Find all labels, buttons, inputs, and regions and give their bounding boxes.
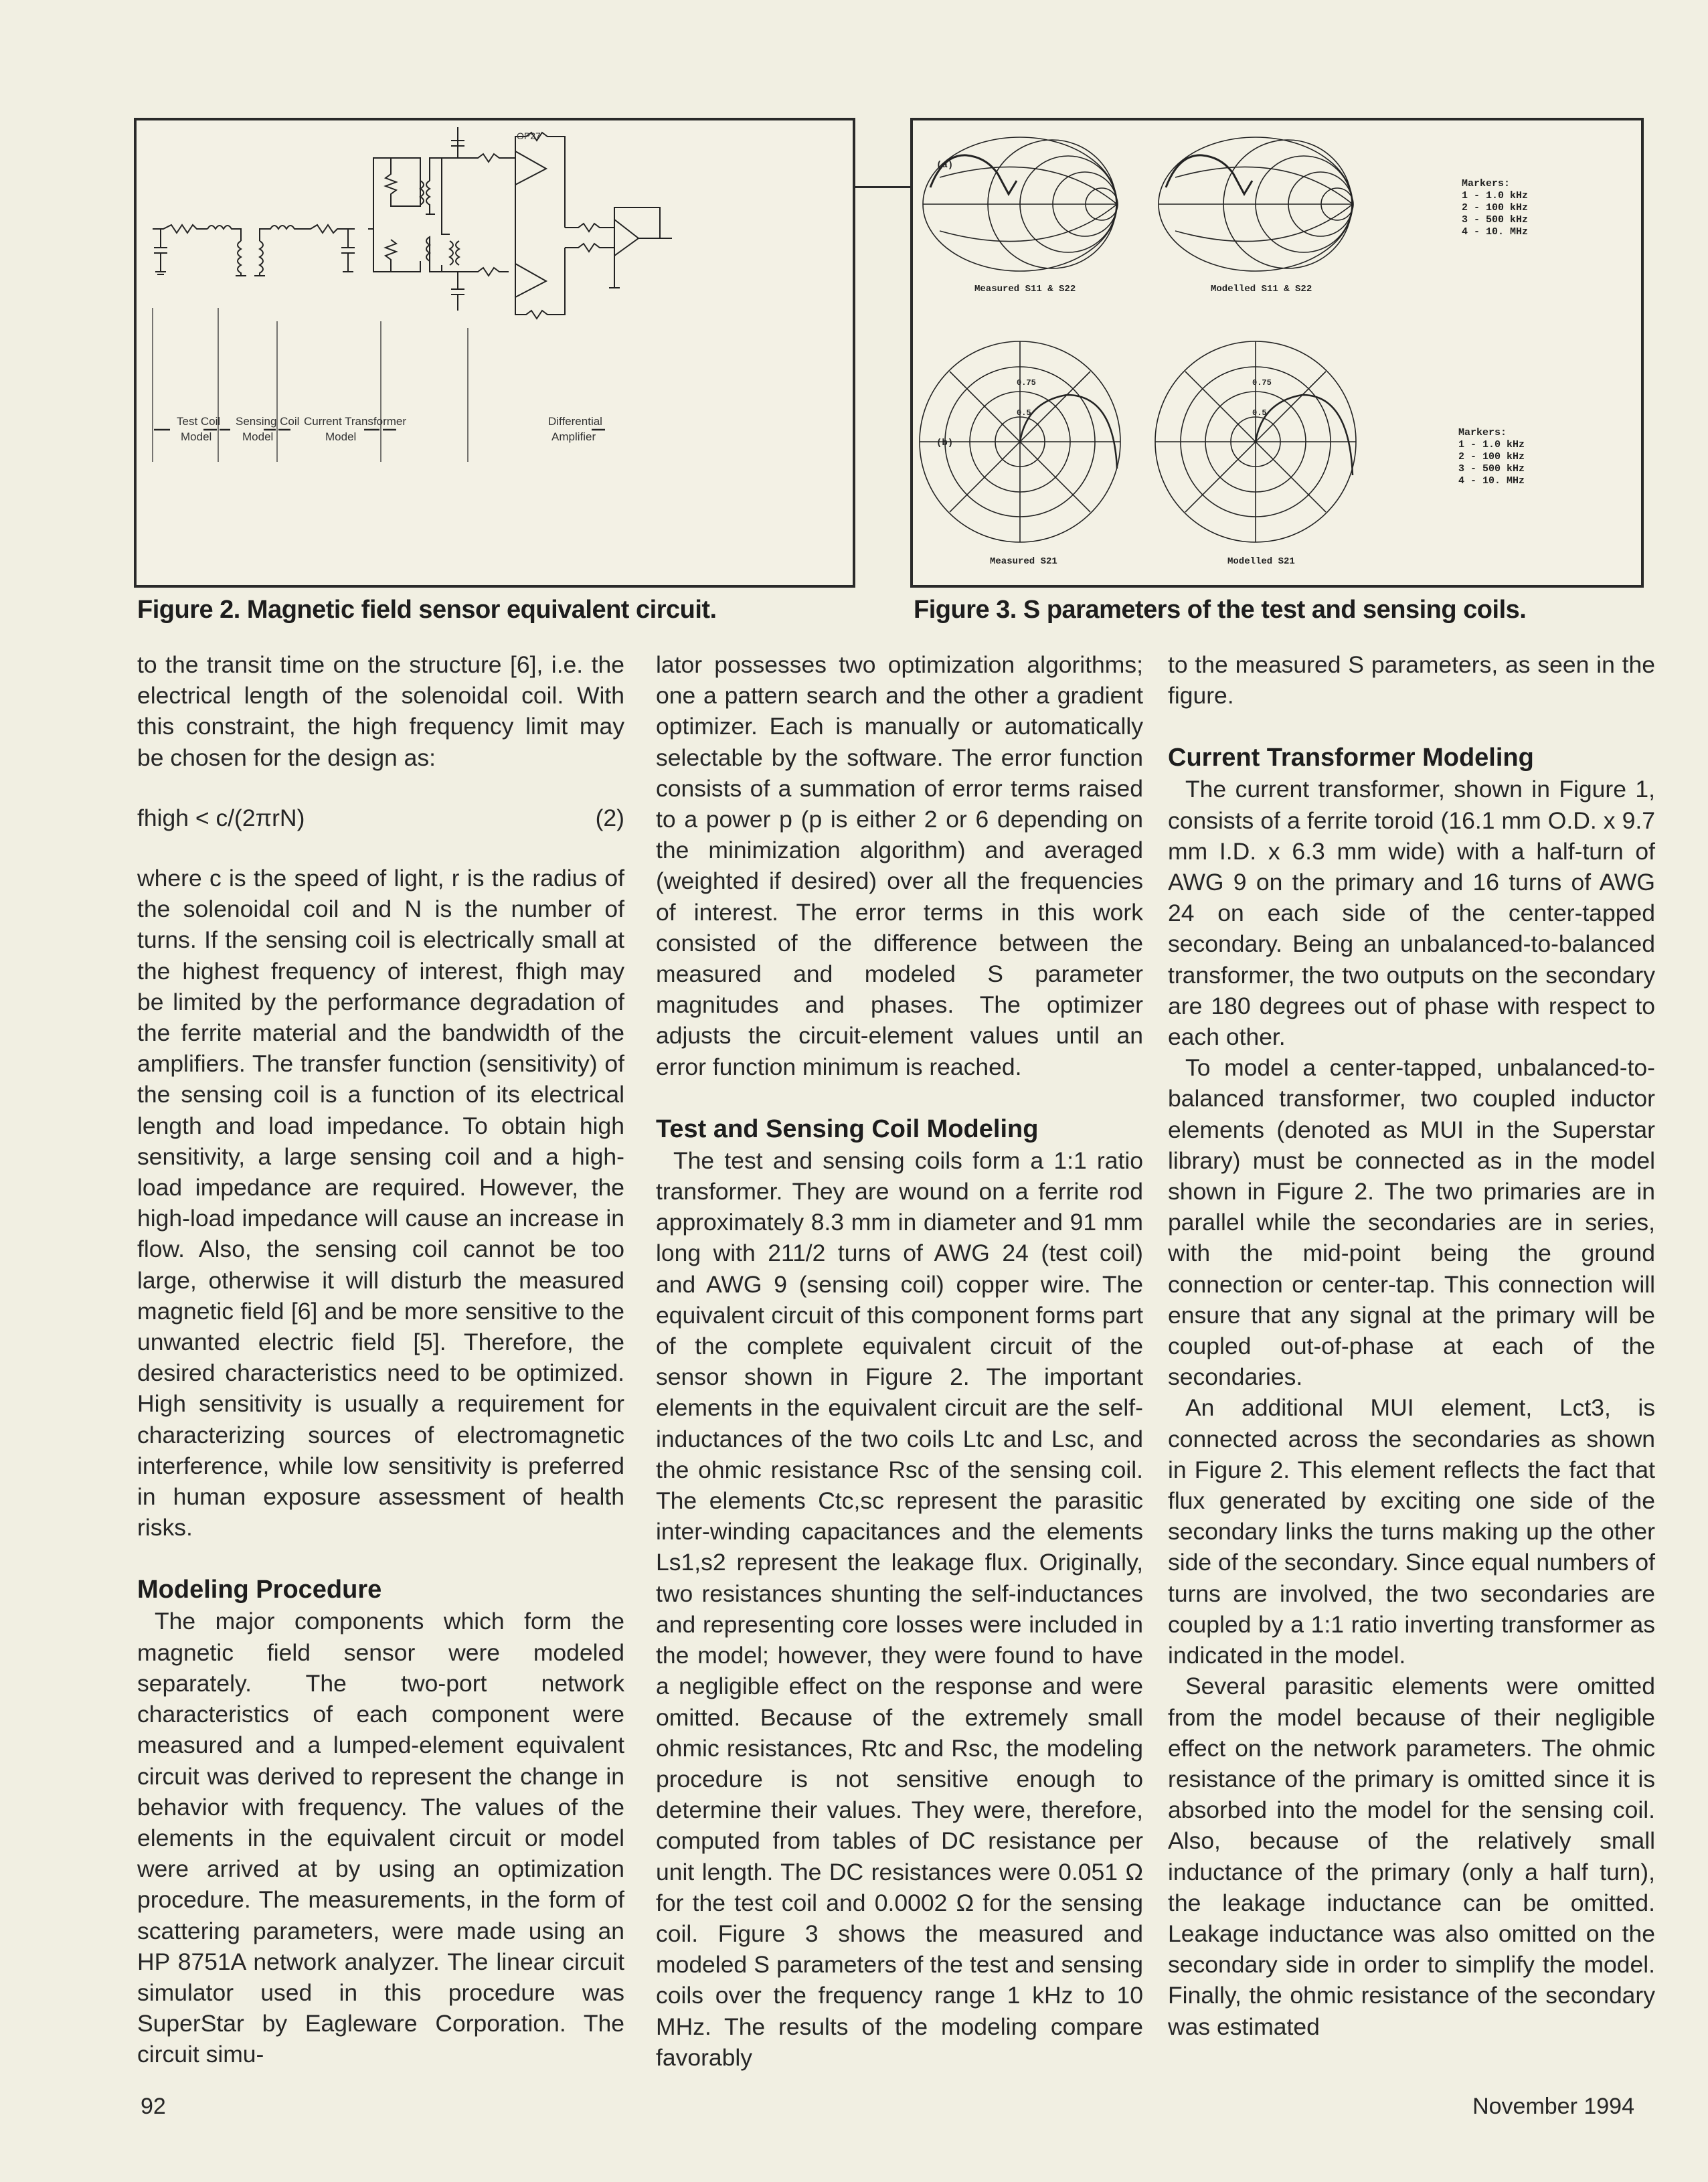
svg-text:4 - 10. MHz: 4 - 10. MHz — [1462, 226, 1529, 238]
svg-text:Markers:: Markers: — [1458, 427, 1507, 438]
page-number: 92 — [141, 2094, 166, 2119]
paragraph: To model a center-tapped, unbalanced-to-balanced transformer, two coupled inductor elements (denoted as MUI in the Superstar library) must be connected as in the model shown in Figure 2. The two primaries are in parallel while the secondaries are in series, with the mid-point being the ground connection or center-tap. This connection will ensure that any signal at the primary will be coupled out-of-phase at each of the secondaries. — [1168, 1054, 1655, 1391]
equation-number: (2) — [595, 804, 624, 831]
svg-text:1 - 1.0 kHz: 1 - 1.0 kHz — [1462, 190, 1529, 201]
modelled-s21-trace — [1256, 395, 1353, 475]
chart-title-modelled-s21: Modelled S21 — [1227, 556, 1295, 567]
measured-s21-trace — [1020, 395, 1117, 469]
svg-text:0.5: 0.5 — [1252, 408, 1267, 418]
paragraph: where c is the speed of light, r is the radius of the solenoidal coil and N is the number of turns. If the sensing coil is electrically small at the highest frequency of interest, fhigh may be limited by the performance degradation of the ferrite material and the bandwidth of the amplifiers. The transfer function (sensitivity) of the sensing coil is a function of its electrical length and load impedance. To obtain high sensitivity, a large sensing coil and a high-load impedance are required. However, the high-load impedance will cause an increase in flow. Also, the sensing coil cannot be too large, otherwise it will disturb the measured magnetic field [6] and be more sensitive to the unwanted electric field [5]. Therefore, the desired characteristics need to be optimized. High sensitivity is usually a requirement for characterizing sources of electromagnetic interference, while low sensitivity is preferred in human exposure assessment of health risks. — [137, 865, 624, 1541]
chart-title-measured-s11: Measured S11 & S22 — [974, 284, 1076, 295]
smith-and-polar-charts — [913, 120, 1641, 585]
paragraph: The test and sensing coils form a 1:1 ratio transformer. They are wound on a ferrite rod approximately 8.3 mm in diameter and 91 mm long with 211/2 turns of AWG 24 (test coil) and AWG 9 (sensing coil) copper wire. The equivalent circuit of this component forms part of the complete equivalent circuit of the sensor shown in Figure 2. The important elements in the equivalent circuit are the self-inductances of the two coils Ltc and Lsc, and the ohmic resistance Rsc of the sensing coil. The elements Ctc,sc represent the parasitic inter-winding capacitances and the elements Ls1,s2 represent the leakage flux. Originally, two resistances shunting the self-inductances and representing core losses were included in the model; however, they were found to have a negligible effect on the response and were omitted. Because of the extremely small ohmic resistances, Rtc and Rsc, the modeling procedure is not sensitive enough to determine their values. They were, therefore, computed from tables of DC resistance per unit length. The DC resistances were 0.051 Ω for the test coil and 0.0002 Ω for the sensing coil. Figure 3 shows the measured and modeled S parameters of the test and sensing coils over the frequency range 1 kHz to 10 MHz. The results of the modeling compare favorably — [656, 1147, 1143, 2071]
svg-text:4 - 10. MHz: 4 - 10. MHz — [1458, 475, 1525, 487]
panel-a-label: (a) — [936, 160, 954, 171]
paragraph: lator possesses two optimization algorithms; one a pattern search and the other a gradient optimizer. Each is manually or automatically selectable by the software. The error function consists of a summation of error terms raised to a power p (p is either 2 or 6 depending on the minimization algorithm) and averaged (weighted if desired) over all the frequencies of interest. The error terms in this work consisted of the difference between the measured and modeled S parameter magnitudes and phases. The optimizer adjusts the circuit-element values until an error function minimum is reached. — [656, 651, 1143, 1080]
equation-body: fhigh < c/(2πrN) — [137, 804, 305, 831]
equivalent-circuit-schematic — [137, 120, 853, 585]
figure-connector-line — [855, 186, 910, 188]
svg-text:3 - 500 kHz: 3 - 500 kHz — [1458, 463, 1525, 475]
issue-date: November 1994 — [1472, 2094, 1634, 2119]
svg-text:2 - 100 kHz: 2 - 100 kHz — [1458, 451, 1525, 463]
equation-2 — [137, 803, 624, 833]
markers-legend-b — [1458, 427, 1525, 487]
figure-2-caption: Figure 2. Magnetic field sensor equivalent circuit. — [137, 596, 717, 624]
svg-text:3 - 500 kHz: 3 - 500 kHz — [1462, 214, 1529, 226]
section-heading-modeling-procedure: Modeling Procedure — [137, 1576, 382, 1604]
figure-3-caption: Figure 3. S parameters of the test and sensing coils. — [914, 596, 1527, 624]
paragraph: The major components which form the magnetic field sensor were modeled separately. The two-port network characteristics of each component were measured and a lumped-element equivalent circuit was derived to represent the change in behavior with frequency. The values of the elements in the equivalent circuit or model were arrived at by using an optimization procedure. The measurements, in the form of scattering parameters, were made using an HP 8751A network analyzer. The linear circuit simulator used in this procedure was SuperStar by Eagleware Corporation. The circuit simu- — [137, 1608, 624, 2068]
svg-text:0.75: 0.75 — [1017, 378, 1036, 388]
section-label-test-coil: Test Coil — [177, 415, 221, 428]
svg-text:Model: Model — [181, 430, 212, 443]
svg-text:Model: Model — [325, 430, 357, 443]
svg-text:0.5: 0.5 — [1017, 408, 1031, 418]
svg-text:0.75: 0.75 — [1252, 378, 1272, 388]
paragraph: to the transit time on the structure [6], i.e. the electrical length of the solenoidal coil. With this constraint, the high frequency limit may be chosen for the design as: — [137, 651, 624, 771]
section-label-sensing-coil: Sensing Coil — [236, 415, 300, 428]
svg-text:2 - 100 kHz: 2 - 100 kHz — [1462, 202, 1529, 214]
svg-text:Markers:: Markers: — [1462, 178, 1511, 189]
text-column-2 — [656, 649, 1143, 2073]
figure-2-circuit — [134, 118, 855, 588]
paragraph: Several parasitic elements were omitted from the model because of their negligible effect on the network parameters. The ohmic resistance of the primary is omitted since it is absorbed into the model for the sensing coil. Also, because of the relatively small inductance of the primary (only a half turn), the leakage inductance can be omitted. Leakage inductance was also omitted on the secondary side in order to simplify the model. Finally, the ohmic resistance of the secondary was estimated — [1168, 1673, 1655, 2040]
section-heading-current-transformer: Current Transformer Modeling — [1168, 744, 1534, 772]
text-column-3 — [1168, 649, 1655, 2042]
section-heading-test-sensing-coil: Test and Sensing Coil Modeling — [656, 1114, 1039, 1143]
paragraph: The current transformer, shown in Figure 1, consists of a ferrite toroid (16.1 mm O.D. x 9.7 mm I.D. x 6.3 mm wide) with a half-turn of AWG 9 on the primary and 16 turns of AWG 24 on each side of the center-tapped secondary. Being an unbalanced-to-balanced transformer, the two outputs on the secondary are 180 degrees out of phase with respect to each other. — [1168, 776, 1655, 1051]
markers-legend-a — [1462, 178, 1528, 238]
opamp-label: OP27 — [517, 131, 541, 141]
paragraph: to the measured S parameters, as seen in the figure. — [1168, 651, 1655, 709]
figure-3-s-parameters — [910, 118, 1644, 588]
svg-text:Model: Model — [242, 430, 274, 443]
text-column-1 — [137, 649, 624, 2070]
chart-title-measured-s21: Measured S21 — [990, 556, 1057, 567]
paragraph: An additional MUI element, Lct3, is connected across the secondaries as shown in Figure 2. This element reflects the fact that flux generated by exciting one side of the secondary links the turns making up the other side of the secondary. Since equal numbers of turns are involved, the two secondaries are coupled by a 1:1 ratio inverting transformer as indicated in the model. — [1168, 1394, 1655, 1669]
chart-title-modelled-s11: Modelled S11 & S22 — [1211, 284, 1312, 295]
section-label-current-transformer: Current Transformer — [304, 415, 407, 428]
svg-text:Amplifier: Amplifier — [551, 430, 596, 443]
section-label-differential-amplifier: Differential — [548, 415, 602, 428]
panel-b-label: (b) — [936, 438, 954, 448]
svg-text:1 - 1.0 kHz: 1 - 1.0 kHz — [1458, 439, 1525, 450]
modelled-s11-trace — [1166, 155, 1252, 194]
